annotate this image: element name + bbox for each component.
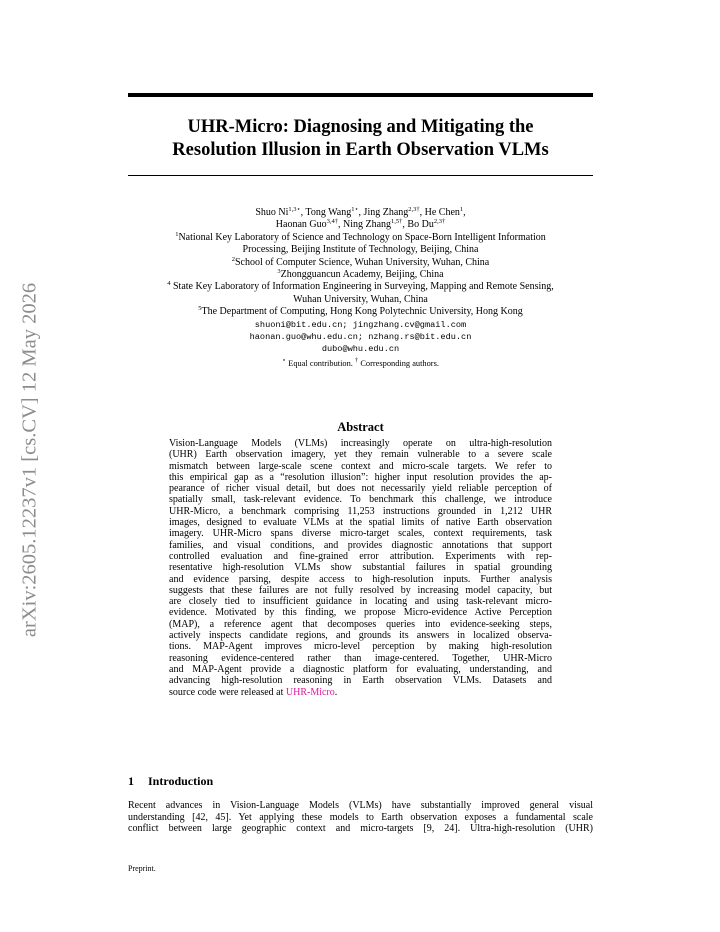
author-line [128,219,593,231]
author-name: , Bo Du [402,219,434,231]
author-name: Haonan Guo [275,219,327,231]
author-sup: 1⋆ [351,206,359,213]
intro-line: conflict between large geographic context and micro-targets [9, 24]. Ultra-high-resolution (UHR) [128,823,593,835]
affiliation [128,281,593,293]
intro-line: understanding [42, 45]. Yet applying these models to Earth observation exposes a fundamental scale [128,811,593,823]
abstract-line: advancing high-resolution reasoning in Earth observation VLMs. Datasets and [169,675,552,687]
abstract-line: and evidence parsing, despite access to high-resolution inputs. Further analysis [169,573,552,585]
section-number: 1 [128,774,134,788]
author-sup: 3,4† [326,218,338,226]
author-sup: 1,3⋆ [288,206,301,213]
author-name: Shuo Ni [255,207,289,218]
abstract-line: and MAP-Agent provide a diagnostic platform for evaluating, understanding, and [169,663,552,675]
intro-paragraph [128,800,593,835]
author-name: , Tong Wang [300,207,352,218]
title-line: UHR-Micro: Diagnosing and Mitigating the [187,117,534,137]
footer-note: Preprint. [128,864,156,873]
title-rule [128,175,593,176]
author-block [128,207,593,370]
abstract-line: (MAP), a reference agent that decomposes queries into evidence-seeking steps, [169,618,552,630]
dataset-link[interactable]: UHR-Micro [285,686,335,698]
affiliation-sup: 1 [175,230,179,238]
author-name: , Ning Zhang [338,219,392,231]
abstract-line: actively inspects candidate regions, and grounds its answers in localized observa- [169,630,552,642]
abstract-line: pearance of richer visual detail, but does not necessarily yield reliable perception of [169,483,552,495]
abstract-text: source code were released at [169,686,286,698]
arxiv-stamp [10,250,50,670]
affiliation [128,306,593,318]
affiliation-text: School of Computer Science, Wuhan University, Wuhan, China [235,256,490,268]
abstract-line: UHR-Micro, a benchmark comprising 11,253 instructions grounded in 1,212 UHR [169,505,552,517]
intro-line: Recent advances in Vision-Language Models (VLMs) have substantially improved general visual [128,800,593,811]
affiliation-text: Wuhan University, Wuhan, China [293,293,428,305]
abstract-line: images, designed to evaluate VLMs at the spatial limits of native Earth observation [169,517,552,529]
abstract-line: tions. MAP-Agent improves micro-level perception by making high-resolution [169,641,552,653]
affiliation-sup: 3 [277,268,281,276]
author-sep: , [463,207,466,218]
abstract-line: mismatch between large-scale scene context and micro-scale targets. We refer to [169,460,552,472]
abstract-line: resentative high-resolution VLMs show substantial failures in spatial grounding [169,562,552,574]
affiliation [128,244,593,256]
arxiv-identifier: arXiv:2605.12237v1 [cs.CV] 12 May 2026 [18,282,41,638]
affiliation [128,232,593,244]
email-line: haonan.guo@whu.edu.cn; nzhang.rs@bit.edu.cn [249,332,472,343]
author-sup: 1,5† [391,218,403,226]
author-line [128,207,593,219]
abstract-line: reasoning evidence-centered rather than image-centered. Together, UHR-Micro [169,652,552,664]
abstract-line: Vision-Language Models (VLMs) increasingly operate on ultra-high-resolution [169,438,552,449]
abstract-line: spatially small, task-relevant evidence. To benchmark this challenge, we introduce [169,494,552,506]
affiliation-text: Processing, Beijing Institute of Technology, Beijing, China [242,244,479,256]
section-title: Introduction [148,774,214,788]
section-heading [128,774,213,789]
affiliation-text: National Key Laboratory of Science and Technology on Space-Born Intelligent Information [178,231,546,243]
abstract-line: families, and visual conditions, and provides diagnostic annotations that support [169,539,552,551]
abstract-line: are closely tied to insufficient guidance in locating and using task-relevant micro- [169,596,552,608]
abstract-heading: Abstract [337,420,384,434]
email-line: shuoni@bit.edu.cn; jingzhang.cv@gmail.com [254,319,467,330]
note-text: Corresponding authors. [358,358,439,368]
affiliation-text: The Department of Computing, Hong Kong Polytechnic University, Hong Kong [201,306,523,318]
note-text: Equal contribution. [286,358,355,368]
abstract-text: . [334,686,338,698]
abstract-line: this empirical gap as a “resolution illusion”: higher input resolution provides the ap- [169,471,552,483]
top-rule [128,93,593,97]
abstract-line: (UHR) Earth observation imagery, yet they remain vulnerable to a severe scale [169,449,552,461]
affiliation-sup: 4 [167,280,171,288]
affiliation-sup: 2 [231,255,235,263]
paper-title [128,116,593,162]
title-line: Resolution Illusion in Earth Observation VLMs [172,140,549,160]
author-sup: 2,3† [408,206,420,213]
note-sup: ⋆ [282,356,287,364]
affiliation-text: Zhongguancun Academy, Beijing, China [280,269,444,281]
email-line: dubo@whu.edu.cn [321,344,400,355]
author-name: , He Chen [419,207,460,218]
affiliation [128,269,593,281]
abstract-line: evidence. Motivated by this finding, we propose Micro-evidence Active Perception [169,607,552,619]
author-name: , Jing Zhang [358,207,409,218]
affiliation-text: State Key Laboratory of Information Engineering in Surveying, Mapping and Remote Sensing, [170,281,554,293]
contribution-note [128,358,593,370]
abstract-line: controlled evaluation and fine-grained error attribution. Experiments with rep- [169,550,552,562]
note-sup: † [354,356,359,364]
abstract-body [169,438,552,698]
abstract-line [169,687,552,698]
abstract-line: imagery. UHR-Micro spans diverse micro-target scales, context requirements, task [169,528,552,540]
abstract-line: suggests that these failures are not fully resolved by increasing model capacity, but [169,584,552,596]
author-sup: 2,3† [433,218,446,226]
author-sup: 1 [459,206,464,213]
affiliation [128,257,593,269]
affiliation-sup: 5 [198,305,202,313]
